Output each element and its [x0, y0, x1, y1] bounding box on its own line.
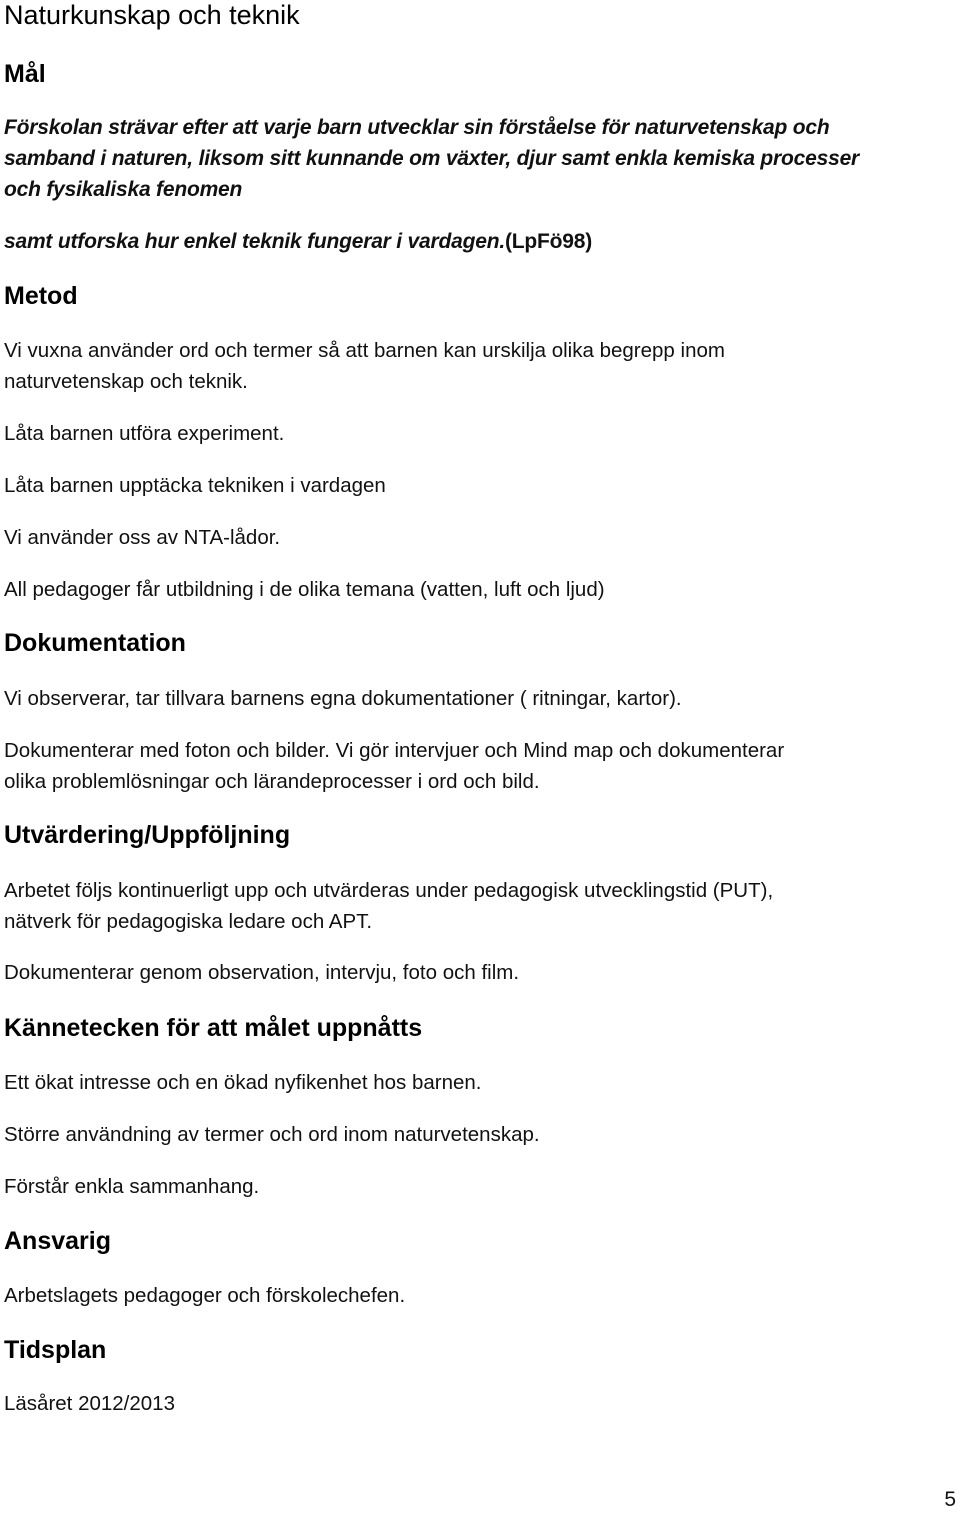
goal-text-line-1: Förskolan strävar efter att varje barn utvecklar sin förståelse för naturvetenskap och [4, 116, 830, 139]
goal-text-line-4-body: samt utforska hur enkel teknik fungerar i vardagen. [4, 230, 505, 253]
heading-kannetecken: Kännetecken för att målet uppnåtts [4, 1014, 423, 1042]
criteria-paragraph-3: Förstår enkla sammanhang. [4, 1175, 260, 1198]
heading-ansvarig: Ansvarig [4, 1227, 111, 1255]
evaluation-paragraph-2: Dokumenterar genom observation, intervju, foto och film. [4, 961, 520, 984]
method-paragraph-3: Låta barnen upptäcka tekniken i vardagen [4, 474, 386, 497]
page-title: Naturkunskap och teknik [4, 0, 300, 30]
method-paragraph-1-line-1: Vi vuxna använder ord och termer så att barnen kan urskilja olika begrepp inom [4, 339, 725, 362]
method-paragraph-4: Vi använder oss av NTA-lådor. [4, 526, 281, 549]
evaluation-paragraph-1-line-1: Arbetet följs kontinuerligt upp och utvärderas under pedagogisk utvecklingstid (PUT), [4, 879, 774, 902]
responsible-paragraph: Arbetslagets pedagoger och förskolechefen. [4, 1284, 406, 1307]
method-paragraph-2: Låta barnen utföra experiment. [4, 422, 285, 445]
method-paragraph-1-line-2: naturvetenskap och teknik. [4, 370, 248, 393]
page-number: 5 [944, 1488, 956, 1511]
goal-text-line-3: och fysikaliska fenomen [4, 178, 243, 201]
goal-text-line-2: samband i naturen, liksom sitt kunnande om växter, djur samt enkla kemiska processer [4, 147, 860, 170]
method-paragraph-5: All pedagoger får utbildning i de olika temana (vatten, luft och ljud) [4, 578, 605, 601]
criteria-paragraph-1: Ett ökat intresse och en ökad nyfikenhet hos barnen. [4, 1071, 482, 1094]
criteria-paragraph-2: Större användning av termer och ord inom naturvetenskap. [4, 1123, 540, 1146]
heading-mal: Mål [4, 60, 46, 88]
documentation-paragraph-2-line-2: olika problemlösningar och lärandeprocesser i ord och bild. [4, 770, 540, 793]
heading-metod: Metod [4, 282, 78, 310]
goal-text-line-4 [4, 226, 944, 257]
curriculum-reference: (LpFö98) [504, 230, 593, 253]
schedule-paragraph: Läsåret 2012/2013 [4, 1392, 175, 1415]
heading-dokumentation: Dokumentation [4, 629, 186, 657]
heading-utvardering: Utvärdering/Uppföljning [4, 821, 291, 849]
documentation-paragraph-1: Vi observerar, tar tillvara barnens egna dokumentationer ( ritningar, kartor). [4, 687, 682, 710]
documentation-paragraph-2-line-1: Dokumenterar med foton och bilder. Vi gör intervjuer och Mind map och dokumenterar [4, 739, 785, 762]
evaluation-paragraph-1-line-2: nätverk för pedagogiska ledare och APT. [4, 910, 373, 933]
heading-tidsplan: Tidsplan [4, 1336, 107, 1364]
